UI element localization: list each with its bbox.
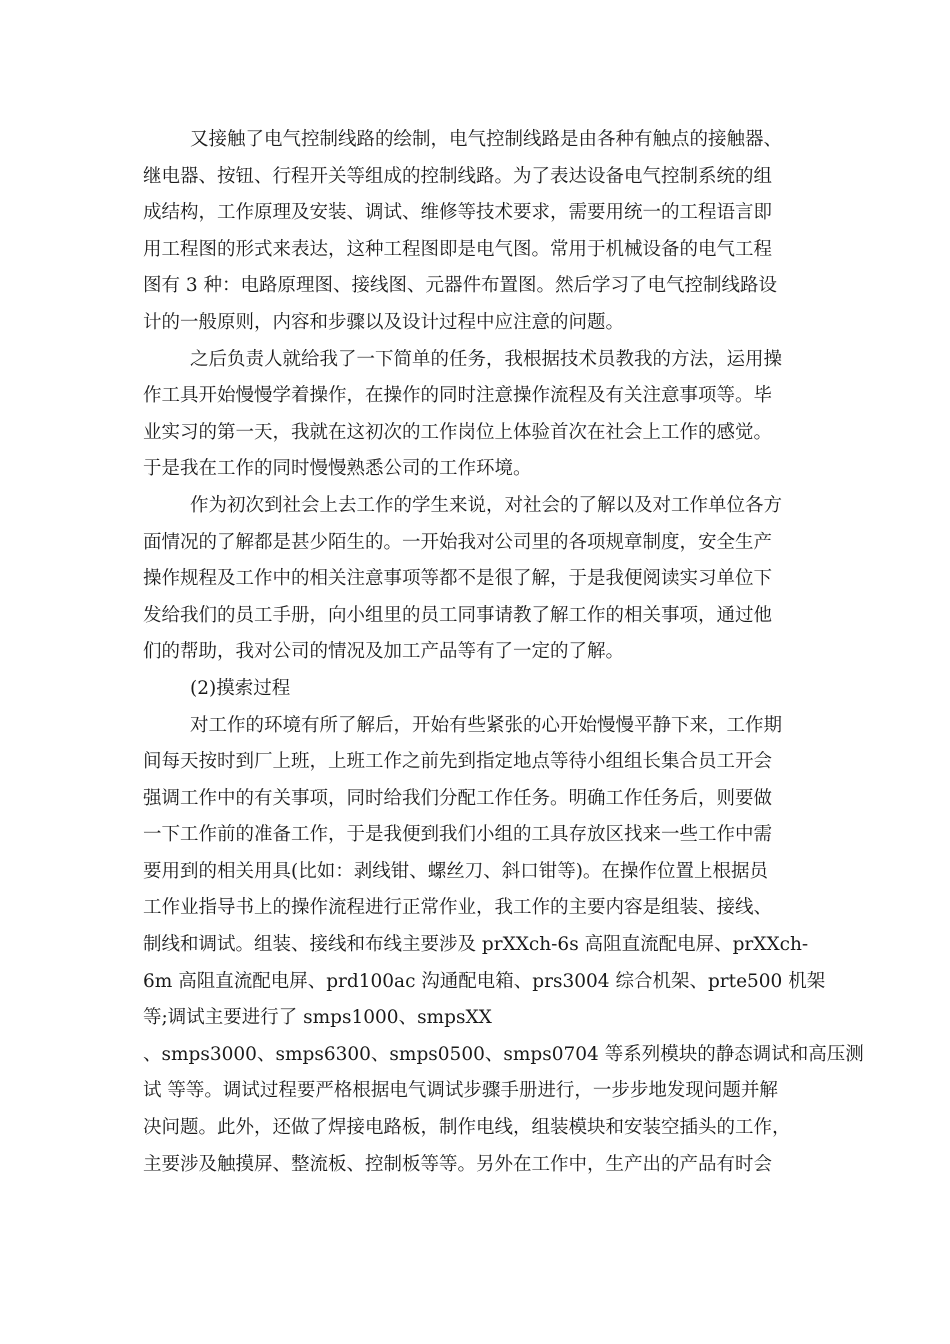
text-line: 用工程图的形式来表达，这种工程图即是电气图。常用于机械设备的电气工程 (143, 238, 773, 260)
text-line: 操作规程及工作中的相关注意事项等都不是很了解，于是我便阅读实习单位下 (143, 568, 773, 590)
text-line: 强调工作中的有关事项，同时给我们分配工作任务。明确工作任务后，则要做 (143, 787, 773, 809)
text-line: 作工具开始慢慢学着操作，在操作的同时注意操作流程及有关注意事项等。毕 (143, 385, 773, 407)
text-line: 之后负责人就给我了一下简单的任务，我根据技术员教我的方法，运用操 (190, 348, 783, 370)
text-line: 、smps3000、smps6300、smps0500、smps0704 等系列模块的静态调试和高压测 (143, 1043, 864, 1065)
text-line: 又接触了电气控制线路的绘制，电气控制线路是由各种有触点的接触器、 (190, 129, 783, 150)
text-line: 间每天按时到厂上班，上班工作之前先到指定地点等待小组组长集合员工开会 (143, 751, 773, 773)
text-line: 继电器、按钮、行程开关等组成的控制线路。为了表达设备电气控制系统的组 (143, 165, 773, 187)
text-line: 等;调试主要进行了 smps1000、smpsXX (143, 1007, 492, 1029)
text-line: 于是我在工作的同时慢慢熟悉公司的工作环境。 (143, 458, 532, 480)
text-line: 主要涉及触摸屏、整流板、控制板等等。另外在工作中，生产出的产品有时会 (143, 1153, 773, 1175)
text-line: 一下工作前的准备工作，于是我便到我们小组的工具存放区找来一些工作中需 (143, 824, 773, 846)
text-line: 面情况的了解都是甚少陌生的。一开始我对公司里的各项规章制度，安全生产 (143, 531, 773, 553)
text-line: 决问题。此外，还做了焊接电路板，制作电线，组装模块和安装空插头的工作， (143, 1117, 791, 1139)
text-line: 制线和调试。组装、接线和布线主要涉及 prXXch-6s 高阻直流配电屏、prXXch- (143, 934, 809, 956)
text-line: 对工作的环境有所了解后，开始有些紧张的心开始慢慢平静下来，工作期 (190, 714, 783, 736)
text-line: 6m 高阻直流配电屏、prd100ac 沟通配电箱、prs3004 综合机架、prte500 机架 (143, 970, 826, 992)
text-line: 计的一般原则，内容和步骤以及设计过程中应注意的问题。 (143, 311, 625, 333)
text-line: 图有 3 种：电路原理图、接线图、元器件布置图。然后学习了电气控制线路设 (143, 275, 778, 297)
text-line: 工作业指导书上的操作流程进行正常作业，我工作的主要内容是组装、接线、 (143, 897, 773, 919)
text-line: 要用到的相关用具(比如：剥线钳、螺丝刀、斜口钳等)。在操作位置上根据员 (143, 860, 768, 882)
section-heading: (2)摸索过程 (190, 677, 291, 699)
text-line: 发给我们的员工手册，向小组里的员工同事请教了解工作的相关事项，通过他 (143, 604, 773, 626)
body-text (143, 122, 864, 1183)
text-line: 成结构，工作原理及安装、调试、维修等技术要求，需要用统一的工程语言即 (143, 202, 773, 224)
text-line: 试 等等。调试过程要严格根据电气调试步骤手册进行，一步步地发现问题并解 (143, 1080, 778, 1102)
text-line: 作为初次到社会上去工作的学生来说，对社会的了解以及对工作单位各方 (190, 494, 783, 516)
text-line: 们的帮助，我对公司的情况及加工产品等有了一定的了解。 (143, 641, 625, 663)
text-line: 业实习的第一天，我就在这初次的工作岗位上体验首次在社会上工作的感觉。 (143, 421, 773, 443)
